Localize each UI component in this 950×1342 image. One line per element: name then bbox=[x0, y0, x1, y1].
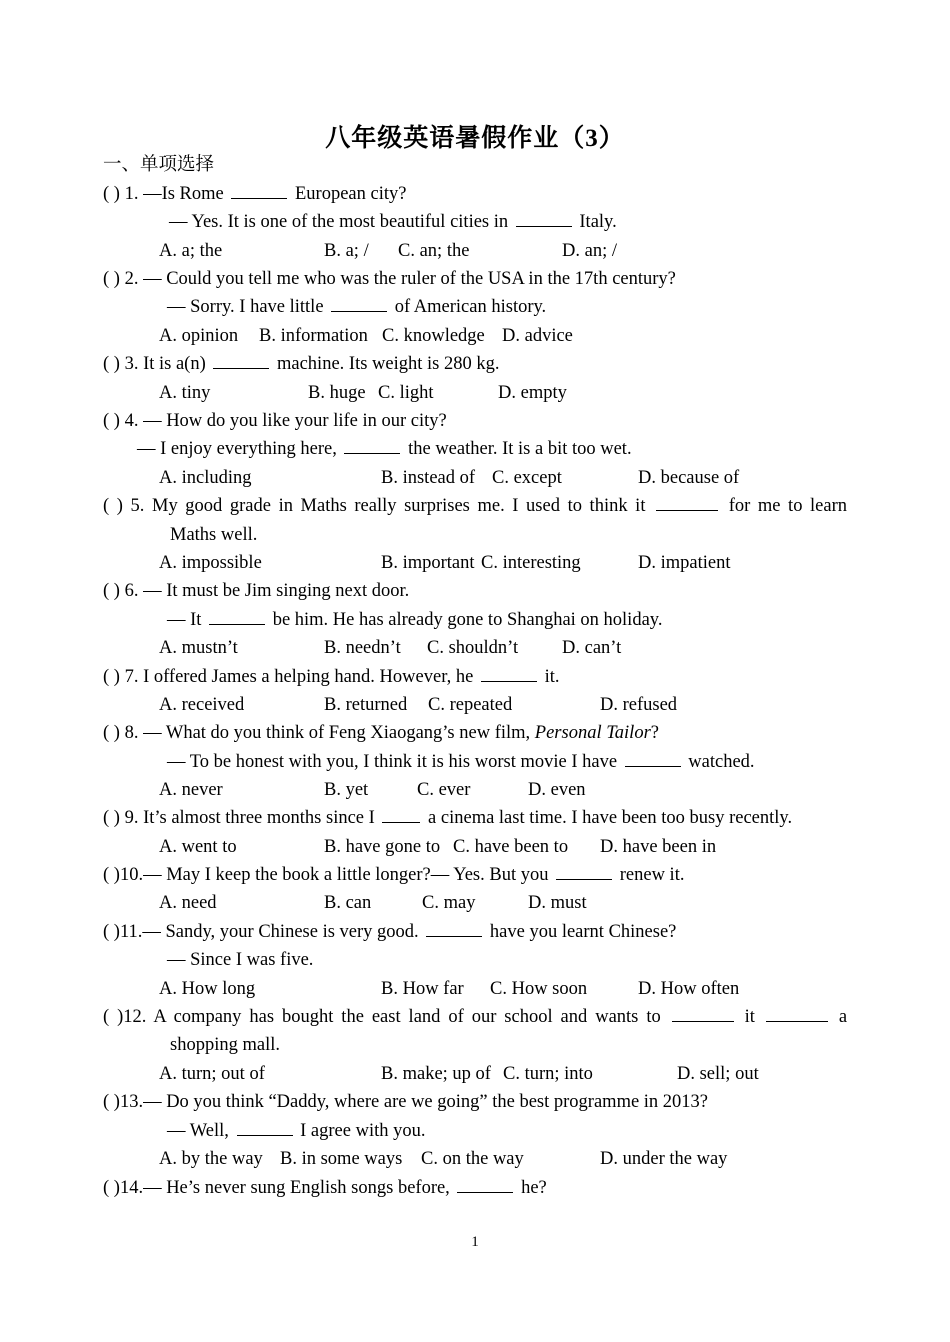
question-4: ( ) 4. — How do you like your life in our city? bbox=[103, 411, 447, 431]
blank bbox=[382, 806, 420, 823]
q4-option-b: B. instead of bbox=[381, 468, 476, 488]
q2-option-c: C. knowledge bbox=[382, 326, 485, 346]
question-3: ( ) 3. It is a(n) machine. Its weight is 280 kg. bbox=[103, 354, 500, 374]
q10-option-a: A. need bbox=[159, 893, 217, 913]
q6-option-b: B. needn’t bbox=[324, 638, 401, 658]
q9-option-c: C. have been to bbox=[453, 837, 569, 857]
q1-option-c: C. an; the bbox=[398, 241, 470, 261]
q6-option-d: D. can’t bbox=[562, 638, 622, 658]
q12-option-d: D. sell; out bbox=[677, 1064, 759, 1084]
q1-option-a: A. a; the bbox=[159, 241, 223, 261]
q13-option-c: C. on the way bbox=[421, 1149, 524, 1169]
page-title: 八年级英语暑假作业（3） bbox=[325, 125, 625, 152]
blank bbox=[481, 665, 537, 682]
section-heading: 一、单项选择 bbox=[103, 155, 215, 175]
q13-option-b: B. in some ways bbox=[280, 1149, 403, 1169]
film-title: Personal Tailor bbox=[534, 723, 651, 743]
q9-option-a: A. went to bbox=[159, 837, 237, 857]
q3-option-b: B. huge bbox=[308, 383, 366, 403]
blank bbox=[209, 608, 265, 625]
page-number: 1 bbox=[471, 1234, 479, 1250]
question-2: ( ) 2. — Could you tell me who was the ruler of the USA in the 17th century? bbox=[103, 269, 676, 289]
blank bbox=[625, 750, 681, 767]
question-11: ( )11.— Sandy, your Chinese is very good. have you learnt Chinese? bbox=[103, 922, 677, 942]
question-5: ( ) 5. My good grade in Maths really surprises me. I used to think it for me to learn bbox=[103, 496, 848, 516]
q12-option-c: C. turn; into bbox=[503, 1064, 593, 1084]
question-14: ( )14.— He’s never sung English songs before, he? bbox=[103, 1178, 547, 1198]
q5-option-a: A. impossible bbox=[159, 553, 262, 573]
blank bbox=[556, 863, 612, 880]
question-2-answer: — Sorry. I have little of American history. bbox=[167, 297, 547, 317]
blank bbox=[237, 1119, 293, 1136]
q6-option-a: A. mustn’t bbox=[159, 638, 238, 658]
q6-option-c: C. shouldn’t bbox=[427, 638, 519, 658]
q5-option-b: B. important bbox=[381, 553, 475, 573]
q4-option-a: A. including bbox=[159, 468, 252, 488]
q5-option-d: D. impatient bbox=[638, 553, 731, 573]
question-7: ( ) 7. I offered James a helping hand. However, he it. bbox=[103, 667, 560, 687]
question-9: ( ) 9. It’s almost three months since I a cinema last time. I have been too busy recently. bbox=[103, 808, 793, 828]
q13-option-d: D. under the way bbox=[600, 1149, 728, 1169]
q10-option-c: C. may bbox=[422, 893, 476, 913]
q5-option-c: C. interesting bbox=[481, 553, 581, 573]
q8-option-c: C. ever bbox=[417, 780, 471, 800]
question-1: ( ) 1. —Is Rome European city? bbox=[103, 184, 407, 204]
question-5-cont: Maths well. bbox=[170, 525, 258, 545]
blank bbox=[766, 1005, 828, 1022]
q7-option-a: A. received bbox=[159, 695, 245, 715]
q12-option-b: B. make; up of bbox=[381, 1064, 491, 1084]
q11-option-d: D. How often bbox=[638, 979, 740, 999]
q9-option-d: D. have been in bbox=[600, 837, 717, 857]
q11-option-b: B. How far bbox=[381, 979, 464, 999]
question-11-answer: — Since I was five. bbox=[167, 950, 314, 970]
blank bbox=[516, 210, 572, 227]
q10-option-b: B. can bbox=[324, 893, 372, 913]
q3-option-a: A. tiny bbox=[159, 383, 211, 403]
question-6-answer: — It be him. He has already gone to Shanghai on holiday. bbox=[167, 610, 663, 630]
q4-option-c: C. except bbox=[492, 468, 562, 488]
question-4-answer: — I enjoy everything here, the weather. It is a bit too wet. bbox=[137, 439, 632, 459]
blank bbox=[344, 437, 400, 454]
blank bbox=[426, 920, 482, 937]
q7-option-b: B. returned bbox=[324, 695, 408, 715]
blank bbox=[231, 182, 287, 199]
question-6: ( ) 6. — It must be Jim singing next door. bbox=[103, 581, 410, 601]
blank bbox=[656, 494, 718, 511]
blank bbox=[672, 1005, 734, 1022]
q9-option-b: B. have gone to bbox=[324, 837, 441, 857]
q13-option-a: A. by the way bbox=[159, 1149, 263, 1169]
q1-option-d: D. an; / bbox=[562, 241, 617, 261]
q11-option-a: A. How long bbox=[159, 979, 256, 999]
q2-option-a: A. opinion bbox=[159, 326, 239, 346]
q8-option-d: D. even bbox=[528, 780, 586, 800]
question-10: ( )10.— May I keep the book a little longer?— Yes. But you renew it. bbox=[103, 865, 685, 885]
q8-option-b: B. yet bbox=[324, 780, 369, 800]
q11-option-c: C. How soon bbox=[490, 979, 588, 999]
q10-option-d: D. must bbox=[528, 893, 587, 913]
q3-option-c: C. light bbox=[378, 383, 434, 403]
question-8: ( ) 8. — What do you think of Feng Xiaogang’s new film, Personal Tailor? bbox=[103, 723, 659, 743]
q7-option-d: D. refused bbox=[600, 695, 678, 715]
question-13: ( )13.— Do you think “Daddy, where are we going” the best programme in 2013? bbox=[103, 1092, 709, 1112]
q3-option-d: D. empty bbox=[498, 383, 567, 403]
question-12: ( )12. A company has bought the east land of our school and wants to it a bbox=[103, 1007, 848, 1027]
question-13-answer: — Well, I agree with you. bbox=[167, 1121, 426, 1141]
blank bbox=[457, 1176, 513, 1193]
q2-option-b: B. information bbox=[259, 326, 368, 346]
question-12-cont: shopping mall. bbox=[170, 1035, 280, 1055]
question-8-answer: — To be honest with you, I think it is his worst movie I have watched. bbox=[167, 752, 755, 772]
q1-option-b: B. a; / bbox=[324, 241, 369, 261]
q7-option-c: C. repeated bbox=[428, 695, 513, 715]
blank bbox=[213, 352, 269, 369]
blank bbox=[331, 295, 387, 312]
q4-option-d: D. because of bbox=[638, 468, 740, 488]
q8-option-a: A. never bbox=[159, 780, 223, 800]
question-1-answer: — Yes. It is one of the most beautiful cities in Italy. bbox=[169, 212, 617, 232]
q12-option-a: A. turn; out of bbox=[159, 1064, 265, 1084]
q2-option-d: D. advice bbox=[502, 326, 573, 346]
